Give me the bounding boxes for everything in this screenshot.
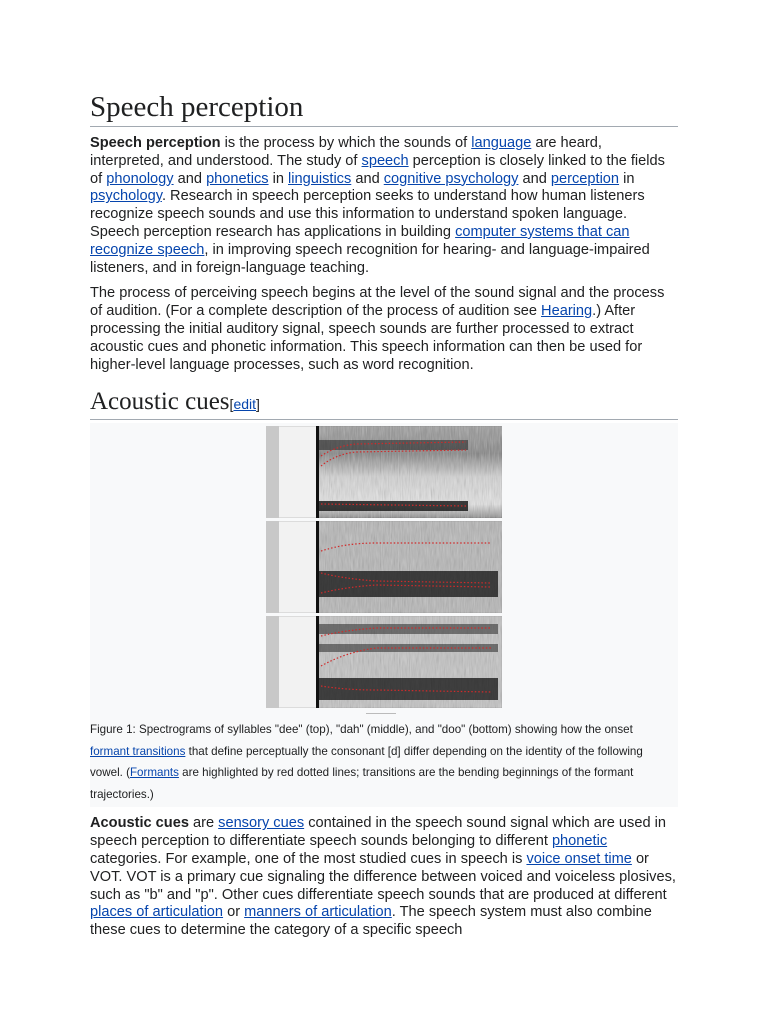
text: categories. For example, one of the most studied cues in speech is: [90, 850, 527, 867]
figure: [90, 423, 678, 807]
link-language[interactable]: language: [471, 135, 532, 151]
text: in: [268, 170, 289, 187]
link-sensory-cues[interactable]: sensory cues: [218, 815, 305, 832]
text: . The speech system must also combine these cues to determine the category of a specific speech: [90, 904, 652, 939]
text: contained in the speech sound signal which are used in speech perception to differentiate speech sounds belonging to different: [90, 815, 666, 850]
link-linguistics[interactable]: linguistics: [288, 170, 352, 187]
section-title: Acoustic cues: [90, 388, 230, 416]
section-heading: [90, 388, 678, 420]
spectrogram-dah: [266, 521, 502, 613]
text: Figure 1: Spectrograms of syllables "dee" (top), "dah" (middle), and "doo" (bottom) showing how the onset: [90, 723, 633, 737]
spectrogram-image[interactable]: [266, 426, 502, 717]
text: .) After processing the initial auditory signal, speech sounds are further processed to extract acoustic cues and phonetic information. This speech information can then be used for higher-level language processes, such as word recognition.: [90, 303, 643, 373]
link-places-of-articulation[interactable]: places of articulation: [90, 904, 224, 921]
link-speech-recognition[interactable]: computer systems that can recognize speech: [90, 223, 630, 258]
text: and: [351, 170, 384, 187]
text: are highlighted by red dotted lines; transitions are the bending beginnings of the formant trajectories.): [90, 766, 634, 801]
link-phonetics[interactable]: phonetics: [206, 170, 269, 187]
link-phonology[interactable]: phonology: [106, 170, 174, 187]
text: or VOT. VOT is a primary cue signaling the difference between voiced and voiceless plosives, such as "b" and "p". Other cues differentiate speech sounds that are produced at different: [90, 850, 676, 903]
text: and: [173, 170, 207, 187]
page-title: Speech perception: [90, 90, 678, 127]
term-bold: Acoustic cues: [90, 815, 189, 832]
figure-caption: [90, 717, 678, 805]
term-bold: Speech perception: [90, 135, 221, 151]
text: are: [188, 815, 219, 832]
text: is the process by which the sounds of: [220, 135, 472, 151]
link-psychology[interactable]: psychology: [90, 188, 162, 205]
link-formant-transitions[interactable]: formant transitions: [90, 744, 186, 758]
text: in: [619, 170, 635, 187]
text: . Research in speech perception seeks to understand how human listeners recognize speech sounds and use this information to understand spoken language. Speech perception research has applications in building: [90, 188, 645, 240]
edit-link[interactable]: edit: [233, 396, 257, 413]
spectrogram-dee: [266, 426, 502, 518]
link-hearing[interactable]: Hearing: [541, 303, 593, 320]
link-cognitive-psychology[interactable]: cognitive psychology: [383, 170, 519, 187]
link-perception[interactable]: perception: [550, 170, 620, 187]
link-manners-of-articulation[interactable]: manners of articulation: [244, 904, 392, 921]
bracket: ]: [256, 396, 260, 413]
link-phonetic[interactable]: phonetic: [551, 833, 608, 850]
text: or: [223, 904, 245, 921]
intro-paragraph-1: [90, 135, 678, 277]
text: , in improving speech recognition for hearing- and language-impaired listeners, and in foreign-language teaching.: [90, 241, 650, 276]
text: perception is closely linked to the fields of: [90, 152, 665, 187]
link-speech[interactable]: speech: [361, 152, 409, 169]
text: that define perceptually the consonant [d] differ depending on the identity of the following vowel. (: [90, 744, 643, 780]
time-scale-bar: [266, 711, 502, 717]
bracket: [: [229, 396, 234, 413]
acoustic-cues-paragraph: [90, 815, 678, 940]
text: are heard, interpreted, and understood. The study of: [90, 135, 602, 169]
link-voice-onset-time[interactable]: voice onset time: [526, 850, 632, 867]
article: [90, 90, 678, 940]
text: The process of perceiving speech begins at the level of the sound signal and the process of audition. (For a complete description of the process of audition see: [90, 285, 665, 320]
link-formants[interactable]: Formants: [129, 766, 179, 780]
intro-paragraph-2: [90, 285, 678, 374]
edit-section: [230, 396, 260, 412]
spectrogram-doo: [266, 616, 502, 708]
text: and: [518, 170, 551, 187]
